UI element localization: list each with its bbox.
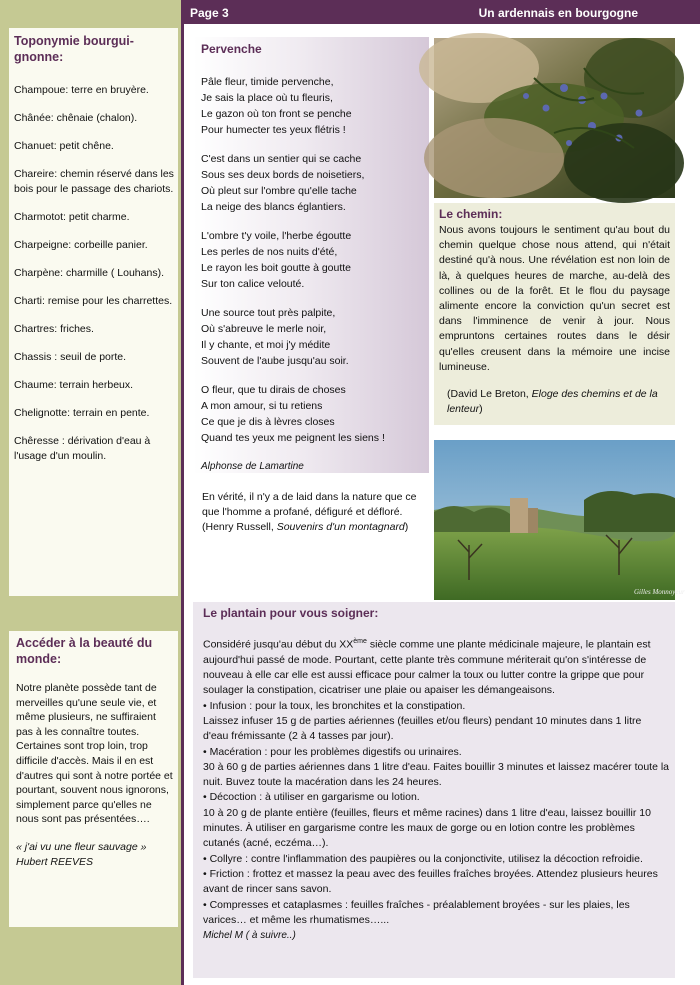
chemin-body: Nous avons toujours le sentiment qu'au bout du chemin quelque chose nous attend, qui n'était destiné qu'à nous. Une révélation est non loin de là, à quelques heures de marche, au-delà des collines ou de la forêt. Et le flou du paysage alimente encore la conviction qu'un secret est dans l'imminence de venir à jour. Nous empruntons certaines routes dans le désir qu'elles creusent dans la mémoire une incise lumineuse.: [439, 224, 670, 373]
plantain-line: • Compresses et cataplasmes : feuilles fraîches - préalablement broyées - sur les plaies, les varices… et même les rhumatismes…...: [203, 898, 630, 926]
newsletter-title: Un ardennais en bourgogne: [478, 6, 638, 20]
beaute-box: [9, 631, 178, 927]
russell-attribution: (Henry Russell,: [202, 521, 277, 533]
beaute-title: Accéder à la beauté du monde:: [16, 636, 153, 666]
periwinkle-photo: [434, 38, 675, 198]
chemin-cite-author: (David Le Breton,: [447, 388, 532, 401]
chemin-cite-end: ): [479, 403, 483, 416]
poem-title: Pervenche: [201, 42, 262, 56]
poem-author: Alphonse de Lamartine: [201, 461, 304, 472]
plantain-title: Le plantain pour vous soigner:: [203, 606, 379, 620]
photo-signature: Gilles Monnoyeur: [634, 588, 685, 596]
plantain-line: 10 à 20 g de plante entière (feuilles, fleurs et même racines) dans 1 litre d'eau, laissez bouillir 10 minutes. À utiliser en gargarisme contre les maux de gorge ou en lotion contre les problèmes cutanés (acné, eczéma…).: [203, 806, 651, 850]
plantain-line: • Macération : pour les problèmes digestifs ou urinaires.: [203, 745, 462, 758]
toponymie-entry: Chelignotte: terrain en pente.: [14, 407, 150, 419]
russell-text: En vérité, il n'y a de laid dans la nature que ce que l'homme a profané, défiguré et défloré.: [202, 491, 417, 518]
poem-stanza: Une source tout près palpite, Où s'abreuve le merle noir, Il y chante, et moi j'y médite Souvent de l'aube jusqu'au soir.: [201, 307, 349, 367]
toponymie-list: [14, 83, 174, 464]
poem-stanza: C'est dans un sentier qui se cache Sous ses deux bords de noisetiers, Où pleut sur l'ombre qu'elle tache La neige des blancs églantiers.: [201, 153, 365, 213]
chemin-box: [434, 203, 675, 425]
page-number: Page 3: [190, 6, 229, 20]
plantain-box: [193, 602, 675, 978]
plantain-line: • Friction : frottez et massez la peau avec des feuilles fraîches broyées. Attendez plusieurs heures avant de rincer sans savon.: [203, 867, 658, 896]
quote-author: Hubert REEVES: [16, 855, 94, 868]
sidebar-divider: [181, 0, 184, 985]
beaute-body: Notre planète possède tant de merveilles qu'une seule vie, et même plusieurs, ne suffiraient pas à les connaître toutes. Certaines sont trop loin, trop difficile d'accès. Mais il en est d'autres qui sont à notre portée et pourtant, souvent nous ignorons, simplement parce qu'elles ne nous sont pas présentées….: [16, 682, 173, 826]
plantain-line: 30 à 60 g de parties aériennes dans 1 litre d'eau. Faites bouillir 3 minutes et laissez macérer toute la nuit. Buvez toute la macération dans les 24 heures.: [203, 760, 670, 789]
poem-stanza: L'ombre t'y voile, l'herbe égoutte Les perles de nos nuits d'été, Le rayon les boit goutte à goutte Sur ton calice velouté.: [201, 230, 352, 290]
toponymie-entry: Chânée: chênaie (chalon).: [14, 112, 138, 124]
beaute-quote: [16, 840, 173, 869]
toponymie-entry: Chaume: terrain herbeux.: [14, 379, 134, 391]
toponymie-title: Toponymie bourgui- gnonne:: [14, 34, 134, 64]
landscape-photo-image: [434, 440, 685, 600]
toponymie-box: [9, 28, 178, 596]
page-header: [184, 0, 700, 24]
plantain-line: • Décoction : à utiliser en gargarisme ou lotion.: [203, 791, 420, 804]
plantain-signature: Michel M ( à suivre..): [203, 930, 296, 942]
plantain-intro: [203, 634, 669, 699]
plantain-line: • Infusion : pour la toux, les bronchites et la constipation.: [203, 699, 466, 712]
russell-attribution-end: ): [404, 521, 409, 533]
toponymie-entry: Charti: remise pour les charrettes.: [14, 295, 173, 307]
quote-text: « j'ai vu une fleur sauvage »: [16, 840, 147, 853]
toponymie-entry: Chêresse : dérivation d'eau à l'usage d'un moulin.: [14, 435, 151, 462]
plantain-intro-start: Considéré jusqu'au début du XX: [203, 638, 354, 651]
toponymie-entry: Champoue: terre en bruyère.: [14, 84, 149, 96]
poem-stanza: Pâle fleur, timide pervenche, Je sais la place où tu fleuris, Le gazon où ton front se penche Pour humecter tes yeux flétris !: [201, 76, 352, 136]
pervenche-poem-box: [193, 37, 429, 473]
plantain-intro-rest: siècle comme une plante médicinale majeure, le plantain est aujourd'hui passé de mode. Pourtant, cette plante très commune mériterait qu'on s'intéresse de nouveau à elle car elle est aussi efficace pour calmer la toux ou lutter contre la grippe que pour soulager la constipation, cicatriser une plaie ou apaiser les démangeaisons.: [203, 638, 651, 697]
chemin-cite-book: Eloge des chemins et de la lenteur: [447, 388, 658, 416]
poem-stanza: O fleur, que tu dirais de choses A mon amour, si tu retiens Ce que je dis à lèvres closes Quand tes yeux me peignent les siens !: [201, 384, 385, 444]
toponymie-entry: Chassis : seuil de porte.: [14, 351, 127, 363]
toponymie-entry: Chareire: chemin réservé dans les bois pour le passage des chariots.: [14, 168, 174, 195]
toponymie-entry: Chanuet: petit chêne.: [14, 140, 114, 152]
toponymie-entry: Charmotot: petit charme.: [14, 211, 130, 223]
chemin-citation: [439, 387, 670, 417]
plantain-intro-sup: ème: [353, 638, 367, 645]
landscape-photo: [434, 440, 685, 600]
russell-quote: [202, 490, 432, 535]
periwinkle-photo-image: [434, 38, 675, 198]
toponymie-entry: Chartres: friches.: [14, 323, 94, 335]
toponymie-entry: Charpeigne: corbeille panier.: [14, 239, 148, 251]
toponymie-entry: Charpène: charmille ( Louhans).: [14, 267, 164, 279]
plantain-body: [203, 634, 669, 943]
plantain-line: • Collyre : contre l'inflammation des paupières ou la conjonctivite, utilisez la décoction refroidie.: [203, 852, 643, 865]
poem-body: [201, 74, 425, 475]
plantain-line: Laissez infuser 15 g de parties aériennes (feuilles et/ou fleurs) pendant 10 minutes dans 1 litre d'eau frémissante (2 à 4 tasses par jour).: [203, 714, 642, 743]
chemin-title: Le chemin:: [439, 207, 503, 221]
russell-book: Souvenirs d'un montagnard: [276, 521, 405, 533]
